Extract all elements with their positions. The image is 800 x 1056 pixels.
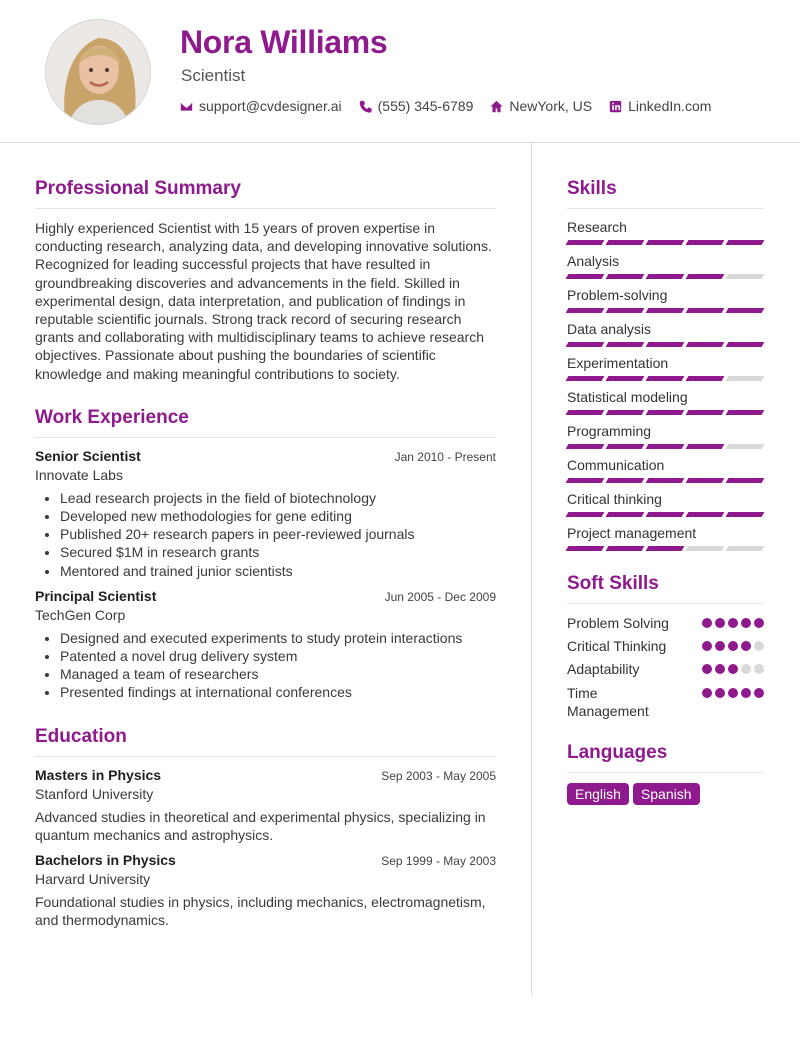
job-bullet: • Published 20+ research papers in peer-reviewed journals xyxy=(60,525,496,543)
skill-level-bars xyxy=(567,308,764,313)
summary-heading: Professional Summary xyxy=(35,178,496,209)
summary-text: Highly experienced Scientist with 15 years of proven expertise in conducting research, analyzing data, and developing innovative solutions. Recognized for leading successful projects that have resulted in groundbreaking discoveries and advancements in the field. Skilled in experimental design, data interpretation, and publication of findings in reputable scientific journals. Strong track record of securing research grants and collaborating with multidisciplinary teams to achieve research objectives. Passionate about pushing the boundaries of scientific knowledge and making meaningful contributions to society. xyxy=(35,220,492,382)
soft-skill-name: Problem Solving xyxy=(567,615,669,631)
soft-skill-rating xyxy=(702,660,764,678)
rating-dot xyxy=(741,641,751,651)
skill-item xyxy=(567,321,764,347)
rating-dot xyxy=(715,664,725,674)
contact-linkedin-text: LinkedIn.com xyxy=(628,98,712,114)
soft-skill-rating xyxy=(702,614,764,632)
skill-level-segment xyxy=(686,444,725,449)
education-description: Foundational studies in physics, including mechanics, electromagnetism, and thermodynamics. xyxy=(35,894,486,929)
main-column xyxy=(35,178,496,937)
skill-name: Research xyxy=(567,219,627,235)
skill-level-segment xyxy=(566,274,605,279)
skill-item xyxy=(567,457,764,483)
experience-heading: Work Experience xyxy=(35,407,496,438)
skill-name: Critical thinking xyxy=(567,491,662,507)
soft-skill-rating xyxy=(702,684,764,720)
job-entry xyxy=(35,448,496,580)
skill-item xyxy=(567,389,764,415)
skill-level-segment xyxy=(566,240,605,245)
education-entry xyxy=(35,852,496,929)
skill-name: Communication xyxy=(567,457,665,473)
skill-level-segment xyxy=(686,546,725,551)
degree-title: Bachelors in Physics xyxy=(35,852,176,869)
skill-level-segment xyxy=(646,546,685,551)
education-heading: Education xyxy=(35,726,496,757)
skill-name: Project management xyxy=(567,525,697,541)
skill-item xyxy=(567,253,764,279)
skill-name: Programming xyxy=(567,423,652,439)
skill-level-segment xyxy=(646,478,685,483)
skill-level-segment xyxy=(686,308,725,313)
job-title: Senior Scientist xyxy=(35,447,141,464)
profile-photo xyxy=(45,19,151,125)
skill-level-bars xyxy=(567,376,764,381)
skill-level-segment xyxy=(646,308,685,313)
job-bullet: • Mentored and trained junior scientists xyxy=(60,562,496,580)
rating-dot xyxy=(728,688,738,698)
column-divider xyxy=(531,143,532,995)
skill-level-bars xyxy=(567,546,764,551)
skill-level-segment xyxy=(726,376,765,381)
degree-title: Masters in Physics xyxy=(35,766,162,783)
job-entry xyxy=(35,588,496,702)
skill-item xyxy=(567,491,764,517)
skill-level-segment xyxy=(726,444,765,449)
skill-level-segment xyxy=(646,444,685,449)
skill-level-segment xyxy=(566,478,605,483)
home-icon xyxy=(490,100,503,113)
skill-level-bars xyxy=(567,274,764,279)
skill-level-bars xyxy=(567,512,764,517)
skill-level-segment xyxy=(726,240,765,245)
skill-level-segment xyxy=(566,308,605,313)
contact-phone-text: (555) 345-6789 xyxy=(377,98,474,114)
skill-level-bars xyxy=(567,444,764,449)
education-description: Advanced studies in theoretical and experimental physics, specializing in quantum mechanics and astrophysics. xyxy=(35,808,486,843)
rating-dot xyxy=(754,688,764,698)
language-tag: Spanish xyxy=(633,783,700,805)
job-date: Jun 2005 - Dec 2009 xyxy=(384,589,496,604)
rating-dot xyxy=(702,618,712,628)
job-bullet: • Developed new methodologies for gene editing xyxy=(60,507,496,525)
soft-skills-heading: Soft Skills xyxy=(567,573,764,604)
skill-level-segment xyxy=(646,512,685,517)
skill-level-segment xyxy=(686,410,725,415)
contact-location-text: NewYork, US xyxy=(509,98,593,114)
skill-name: Experimentation xyxy=(567,355,669,371)
soft-skill-item xyxy=(567,614,764,632)
phone-icon xyxy=(359,100,372,113)
languages-heading: Languages xyxy=(567,742,764,773)
contact-linkedin[interactable] xyxy=(609,98,711,114)
resume-header xyxy=(0,0,800,143)
skill-level-segment xyxy=(726,410,765,415)
rating-dot xyxy=(728,618,738,628)
skill-level-segment xyxy=(726,546,765,551)
skill-level-segment xyxy=(606,410,645,415)
job-date: Jan 2010 - Present xyxy=(394,449,496,464)
skill-item xyxy=(567,219,764,245)
job-bullet: • Presented findings at international conferences xyxy=(60,683,496,701)
education-entry xyxy=(35,767,496,844)
education-date: Sep 2003 - May 2005 xyxy=(381,768,496,783)
skill-item xyxy=(567,525,764,551)
skill-level-segment xyxy=(606,308,645,313)
language-tag: English xyxy=(567,783,629,805)
skill-level-segment xyxy=(646,274,685,279)
skill-item xyxy=(567,287,764,313)
skills-heading: Skills xyxy=(567,178,764,209)
skill-level-segment xyxy=(646,342,685,347)
skill-level-segment xyxy=(726,342,765,347)
skill-name: Analysis xyxy=(567,253,620,269)
skill-level-segment xyxy=(606,274,645,279)
rating-dot xyxy=(715,641,725,651)
rating-dot xyxy=(754,641,764,651)
rating-dot xyxy=(702,688,712,698)
languages-list xyxy=(567,783,764,805)
skill-level-segment xyxy=(566,410,605,415)
candidate-name: Nora Williams xyxy=(180,24,388,60)
soft-skill-item xyxy=(567,684,764,720)
skill-level-bars xyxy=(567,478,764,483)
contact-email-text: support@cvdesigner.ai xyxy=(199,98,342,114)
soft-skill-item xyxy=(567,660,764,678)
sidebar-column xyxy=(567,178,764,805)
job-bullet: • Secured $1M in research grants xyxy=(60,543,496,561)
skills-list xyxy=(567,219,764,551)
linkedin-icon xyxy=(609,100,622,113)
job-bullets xyxy=(35,489,496,580)
soft-skills-list xyxy=(567,614,764,720)
skill-level-segment xyxy=(686,240,725,245)
skill-level-segment xyxy=(726,478,765,483)
candidate-role: Scientist xyxy=(181,66,246,85)
soft-skill-name: Critical Thinking xyxy=(567,638,667,655)
job-bullets xyxy=(35,629,496,702)
rating-dot xyxy=(715,688,725,698)
skill-level-bars xyxy=(567,240,764,245)
skill-level-segment xyxy=(606,342,645,347)
skill-level-segment xyxy=(566,546,605,551)
rating-dot xyxy=(741,618,751,628)
skill-level-segment xyxy=(566,444,605,449)
skill-level-segment xyxy=(606,240,645,245)
skill-level-segment xyxy=(646,410,685,415)
rating-dot xyxy=(741,664,751,674)
rating-dot xyxy=(728,664,738,674)
skill-level-segment xyxy=(606,444,645,449)
rating-dot xyxy=(728,641,738,651)
rating-dot xyxy=(741,688,751,698)
contact-list xyxy=(180,98,728,114)
soft-skill-rating xyxy=(702,637,764,655)
skill-level-segment xyxy=(566,512,605,517)
school-name: Stanford University xyxy=(35,785,154,802)
rating-dot xyxy=(702,664,712,674)
school-name: Harvard University xyxy=(35,871,151,888)
envelope-icon xyxy=(180,100,193,113)
job-bullet: • Lead research projects in the field of biotechnology xyxy=(60,489,496,507)
skill-level-bars xyxy=(567,410,764,415)
skill-level-bars xyxy=(567,342,764,347)
rating-dot xyxy=(754,664,764,674)
skill-level-segment xyxy=(606,376,645,381)
skill-level-segment xyxy=(646,376,685,381)
job-bullet: • Designed and executed experiments to study protein interactions xyxy=(60,629,496,647)
skill-level-segment xyxy=(606,512,645,517)
job-company: Innovate Labs xyxy=(35,466,123,483)
job-bullet: • Patented a novel drug delivery system xyxy=(60,647,496,665)
job-title: Principal Scientist xyxy=(35,587,157,604)
skill-name: Problem-solving xyxy=(567,287,668,303)
rating-dot xyxy=(715,618,725,628)
education-date: Sep 1999 - May 2003 xyxy=(381,854,496,869)
soft-skill-name: Time Management xyxy=(567,684,649,719)
skill-name: Statistical modeling xyxy=(567,389,688,405)
soft-skill-name: Adaptability xyxy=(567,661,640,678)
skill-level-segment xyxy=(566,376,605,381)
skill-item xyxy=(567,423,764,449)
contact-email[interactable] xyxy=(180,98,342,114)
skill-level-segment xyxy=(686,512,725,517)
skill-level-segment xyxy=(726,308,765,313)
skill-level-segment xyxy=(566,342,605,347)
profile-photo-illustration xyxy=(46,20,151,125)
rating-dot xyxy=(754,618,764,628)
skill-level-segment xyxy=(726,512,765,517)
skill-level-segment xyxy=(686,478,725,483)
job-bullet: • Managed a team of researchers xyxy=(60,665,496,683)
skill-level-segment xyxy=(686,274,725,279)
soft-skill-item xyxy=(567,637,764,655)
skill-level-segment xyxy=(726,274,765,279)
job-company: TechGen Corp xyxy=(35,606,126,623)
contact-phone[interactable] xyxy=(359,98,474,114)
skill-level-segment xyxy=(606,546,645,551)
skill-level-segment xyxy=(606,478,645,483)
skill-level-segment xyxy=(686,342,725,347)
skill-name: Data analysis xyxy=(567,321,652,337)
skill-level-segment xyxy=(686,376,725,381)
contact-location xyxy=(490,98,592,114)
rating-dot xyxy=(702,641,712,651)
skill-level-segment xyxy=(646,240,685,245)
skill-item xyxy=(567,355,764,381)
